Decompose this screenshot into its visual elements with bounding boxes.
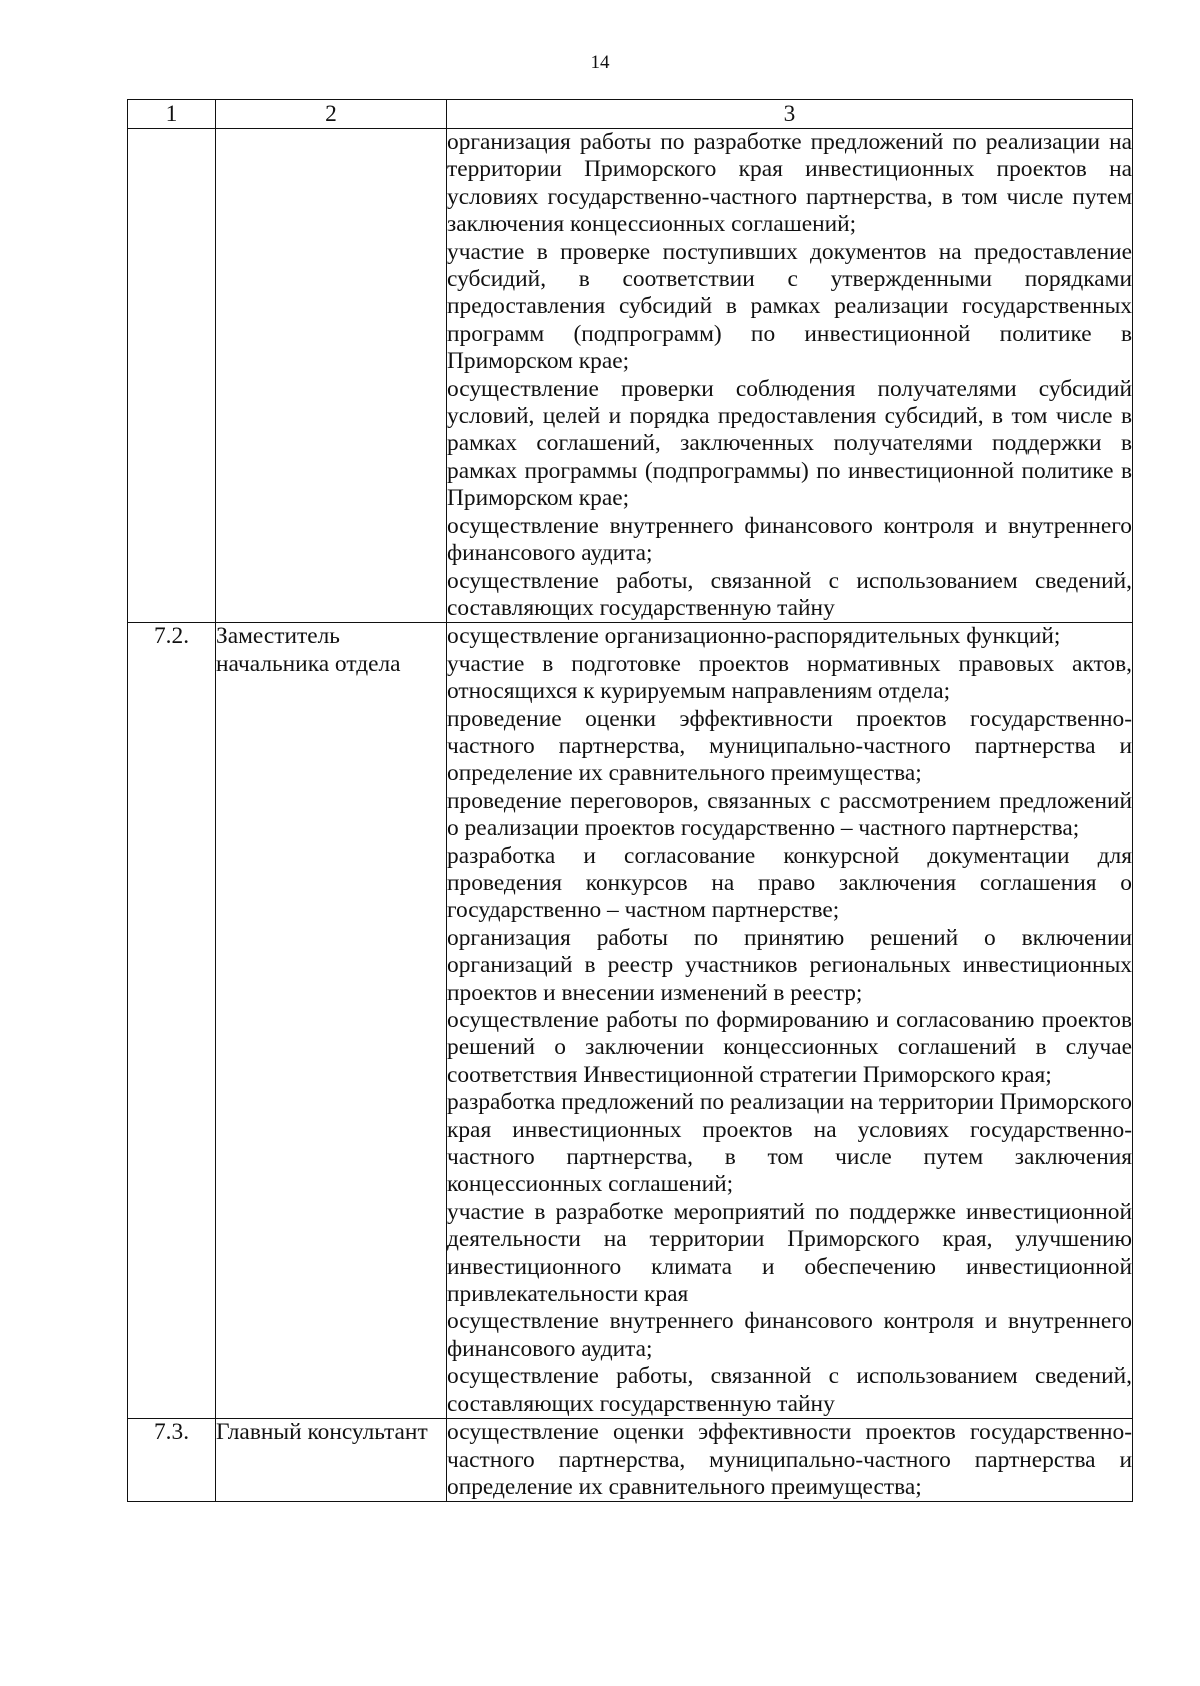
column-header-duties: 3 [447, 100, 1133, 129]
duty-item: осуществление организационно-распорядительных функций; [447, 623, 1061, 650]
table-header-row [128, 100, 1133, 129]
duties-table [127, 99, 1133, 1502]
row-duties [447, 1419, 1133, 1502]
column-header-number: 1 [128, 100, 216, 129]
duty-item: осуществление работы по формированию и согласованию проектов решений о заключении концессионных соглашений в случае соответствия Инвестиционной стратегии Приморского края; [447, 1007, 1132, 1088]
row-number: 7.2. [128, 623, 216, 1419]
row-position [216, 129, 447, 623]
duty-item: организация работы по разработке предложений по реализации на территории Приморского края инвестиционных проектов на условиях государственно-частного партнерства, в том числе путем заключения концессионных соглашений; [447, 129, 1132, 238]
duty-item: организация работы по принятию решений о включении организаций в реестр участников региональных инвестиционных проектов и внесении изменений в реестр; [447, 924, 1132, 1006]
duty-item: проведение оценки эффективности проектов государственно-частного партнерства, муниципально-частного партнерства и определение их сравнительного преимущества; [447, 705, 1132, 787]
row-number [128, 129, 216, 623]
duty-item: осуществление работы, связанной с использованием сведений, составляющих государственную тайну [447, 567, 1132, 621]
duty-item: участие в подготовке проектов нормативных правовых актов, относящихся к курируемым направлениям отдела; [447, 650, 1132, 705]
column-header-position: 2 [216, 100, 447, 129]
duty-item: осуществление работы, связанной с использованием сведений, составляющих государственную тайну [447, 1363, 1132, 1417]
row-duties [447, 623, 1133, 1419]
row-number: 7.3. [128, 1419, 216, 1502]
page-number: 14 [590, 52, 610, 73]
duty-item: участие в проверке поступивших документов на предоставление субсидий, в соответствии с утвержденными порядками предоставления субсидий в рамках реализации государственных программ (подпрограмм) по инвестиционной политике в Приморском крае; [447, 238, 1132, 375]
duty-item: осуществление внутреннего финансового контроля и внутреннего финансового аудита; [447, 1308, 1132, 1362]
duty-item: разработка и согласование конкурсной документации для проведения конкурсов на право заключения соглашения о государственно – частном партнерстве; [447, 842, 1132, 924]
duty-item: участие в разработке мероприятий по поддержке инвестиционной деятельности на территории Приморского края, улучшению инвестиционного климата и обеспечению инвестиционной привлекательности края [447, 1198, 1132, 1308]
duty-item: разработка предложений по реализации на территории Приморского края инвестиционных проектов на условиях государственно-частного партнерства, в том числе путем заключения концессионных соглашений; [447, 1089, 1132, 1198]
duty-item: осуществление оценки эффективности проектов государственно-частного партнерства, муниципально-частного партнерства и определение их сравнительного преимущества; [447, 1419, 1132, 1500]
table-row [128, 129, 1133, 623]
row-position: Главный консультант [216, 1419, 447, 1502]
row-position: Заместитель начальника отдела [216, 623, 447, 1419]
duty-item: осуществление внутреннего финансового контроля и внутреннего финансового аудита; [447, 512, 1132, 567]
table-row [128, 1419, 1133, 1502]
duty-item: осуществление проверки соблюдения получателями субсидий условий, целей и порядка предоставления субсидий, в том числе в рамках соглашений, заключенных получателями поддержки в рамках программы (подпрограммы) по инвестиционной политике в Приморском крае; [447, 375, 1132, 512]
duty-item: проведение переговоров, связанных с рассмотрением предложений о реализации проектов государственно – частного партнерства; [447, 787, 1132, 842]
table-row [128, 623, 1133, 1419]
row-duties [447, 129, 1133, 623]
